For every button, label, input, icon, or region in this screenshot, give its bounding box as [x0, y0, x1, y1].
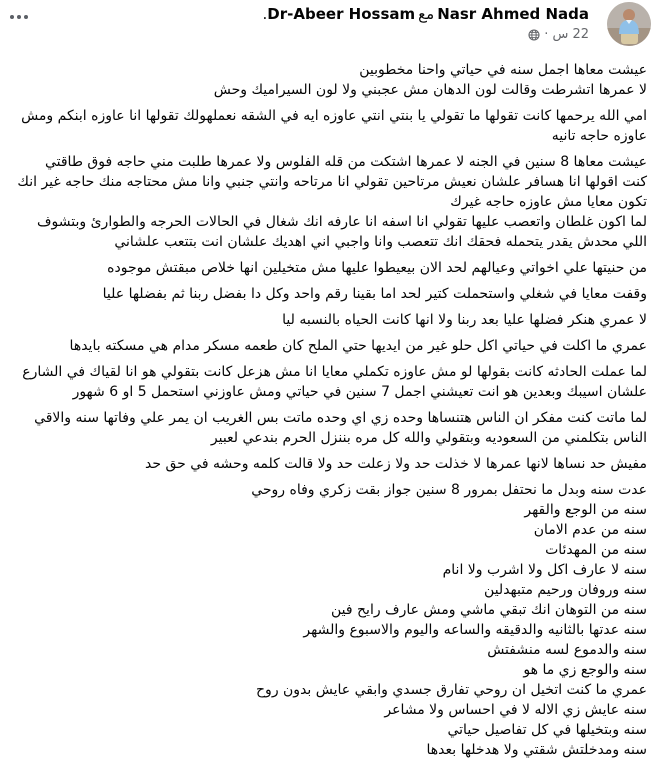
- post-line: عدت سنه وبدل ما نحتفل بمرور 8 سنين جواز بقت زكري وفاه روحي: [251, 482, 647, 498]
- timestamp-link[interactable]: 22 س: [552, 27, 589, 42]
- post-line: سنه من عدم الامان: [533, 522, 647, 538]
- post-line: سنه والدموع لسه منشفتش: [487, 642, 647, 658]
- meta-separator: ·: [544, 27, 549, 42]
- post-line: امي الله يرحمها كانت تقولها ما تقولي يا بنتي انتي عاوزه ايه في الشقه نعملهولك تقولها انا عاوزه ابنكم ومش عاوزه حاجه تانيه: [16, 108, 647, 144]
- post-line: سنه عايش زي الاله لا في احساس ولا مشاعر: [384, 702, 647, 718]
- globe-icon: [528, 29, 540, 41]
- post-line: سنه من التوهان انك تبقي ماشي ومش عارف رايح فين: [331, 602, 647, 618]
- title-suffix: .: [262, 5, 268, 23]
- with-connector: مع: [418, 5, 435, 23]
- post-paragraph: [14, 258, 647, 278]
- post-paragraph: [14, 336, 647, 356]
- post-line: سنه من الوجع والقهر: [524, 502, 647, 518]
- post-line: لما ماتت كنت مفكر ان الناس هتنساها وحده زي اي وحده ماتت بس الغريب ان يمر علي وفاتها سنه والاقي الناس بتكلمني من السعوديه وبتقولي والله كل مره بننزل الحرم بندعي لعبير: [29, 410, 647, 446]
- post-line: عيشت معاها اجمل سنه في حياتي واحنا مخطوبين: [359, 62, 647, 78]
- post-paragraph: [14, 284, 647, 304]
- post-line: كنت اقولها انا هسافر علشان نعيش مرتاحين تقولي انا مرتاحه وانتي جنبي وانا مش محتاجه منك حاجه غير انك تكون معايا مش عاوزه حاجه غيرك: [12, 174, 647, 210]
- post-header: [0, 0, 661, 55]
- post-line: لا عمري هنكر فضلها عليا بعد ربنا ولا انها كانت الحياه بالنسبه ليا: [282, 312, 647, 328]
- header-text: [70, 3, 589, 43]
- post-line: لما اكون غلطان واتعصب عليها تقولي انا اسفه انا عارفه انك شغال في الحالات الحرجه والطوارئ وبتشوف اللي محدش يقدر يتحمله فحقك انك تتعصب وانا واجبي اني اهديك علشان انت بتتعب علشاني: [32, 214, 647, 250]
- author-name-link[interactable]: Nasr Ahmed Nada: [437, 5, 589, 23]
- more-options-icon: [10, 15, 14, 19]
- post-paragraph: [14, 106, 647, 146]
- post-line: عيشت معاها 8 سنين في الجنه لا عمرها اشتكت من قله الفلوس ولا عمرها طلبت مني حاجه فوق طاقتي: [44, 154, 647, 170]
- more-options-button[interactable]: [8, 6, 40, 28]
- post-line: مفيش حد نساها لانها عمرها لا خذلت حد ولا زعلت حد ولا قالت كلمه وحشه في حق حد: [145, 456, 647, 472]
- post-paragraph: [14, 408, 647, 448]
- post-line: سنه لا عارف اكل ولا اشرب ولا انام: [442, 562, 647, 578]
- post-line: سنه وبتخيلها في كل تفاصيل حياتي: [447, 722, 647, 738]
- post-paragraph: [14, 454, 647, 474]
- post-line: لما عملت الحادثه كانت بقولها لو مش عاوزه تكملي معايا انا مش هزعل كانت بتقولي هو انا لقياك في الشارع علشان اسيبك وبعدين هو انت تعيشني اجمل 7 سنين في حياتي ومش عاوزني استحمل 5 او 6 شهور: [17, 364, 647, 400]
- tagged-name-link[interactable]: Dr-Abeer Hossam: [267, 5, 416, 23]
- post-line: سنه وروفان ورحيم متبهدلين: [484, 582, 647, 598]
- post-paragraph: [14, 480, 647, 760]
- post-line: لا عمرها اتشرطت وقالت لون الدهان مش عجبني ولا لون السيراميك وحش: [213, 82, 647, 98]
- post-meta: [70, 26, 589, 43]
- post-line: سنه عدتها بالثانيه والدقيقه والساعه واليوم والاسبوع والشهر: [303, 622, 647, 638]
- post-line: سنه ومدخلتش شقتي ولا هدخلها بعدها: [426, 742, 647, 758]
- post-paragraph: [14, 60, 647, 100]
- post-line: عمري ما اكلت في حياتي اكل حلو غير من ايديها حتي الملح كان طعمه مسكر مدام هي مسكته بايدها: [69, 338, 647, 354]
- post-paragraph: [14, 310, 647, 330]
- post-line: من حنيتها علي اخواتي وعيالهم لحد الان بيعيطوا عليها مش متخيلين انها خلاص مبقتش موجوده: [107, 260, 647, 276]
- post-line: سنه من المهدئات: [545, 542, 647, 558]
- post-title: [70, 4, 589, 24]
- post-line: عمري ما كنت اتخيل ان روحي تفارق جسدي وابقي عايش بدون روح: [256, 682, 647, 698]
- post-line: وقفت معايا في شغلي واستحملت كتير لحد اما بقينا رقم واحد وكل دا بفضل ربنا ثم بفضلها عليا: [102, 286, 647, 302]
- post-paragraph: [14, 362, 647, 402]
- post-paragraph: [14, 152, 647, 252]
- profile-photo-image: [607, 2, 651, 46]
- post-line: سنه والوجع زي ما هو: [523, 662, 647, 678]
- avatar[interactable]: [607, 2, 651, 46]
- post-content: [0, 55, 661, 760]
